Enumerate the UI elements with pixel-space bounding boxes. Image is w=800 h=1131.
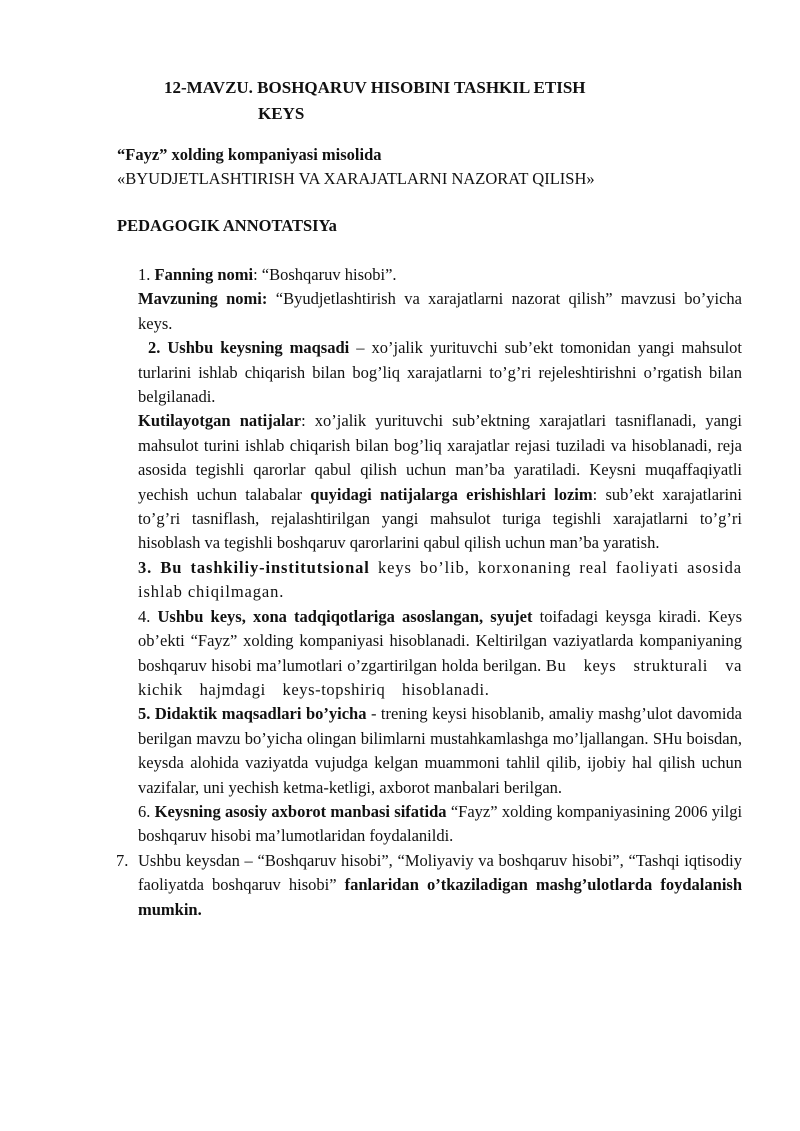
annotation-body [116,263,743,922]
item-2b-label: Kutilayotgan natijalar [138,411,302,431]
item-1-label: Fanning nomi [154,265,254,284]
item-5-text: - trening keysi hisoblanib, amaliy mashg’ulot davomida berilgan mavzu bo’yicha olingan bilimlarni mustahkamlashga mo’ljallangan. SHu boisdan, keysda alohida vaziyatda vujudga kelgan muammoni tahlil qilib, ijobiy hal qilish uchun vazifalar, uni yechish ketma-ketligi, axborot manbalari berilgan. [138,704,743,797]
item-3-label: 3. Bu tashkiliy-institutsional [138,557,370,577]
item-4-text: toifadagi keysga kiradi. Keys ob’ekti “Fayz” xolding kompaniyasi hisoblanadi. Keltirilgan vaziyatlarda kompaniyaning boshqaruv hisobi ma’lumotlari o’zgartirilgan holda berilgan. [138,606,743,675]
item-2-label: 2. Ushbu keysning maqsadi [148,338,350,358]
item-1-number: 1. [138,265,151,284]
item-3-text: keys bo’lib, korxonaning real faoliyati asosida ishlab chiqilmagan. [138,557,742,602]
item-1b-label: Mavzuning nomi: [138,289,268,309]
paragraph-2 [138,336,742,409]
paragraph-6 [138,800,742,849]
paragraph-2b [138,409,742,555]
title-line-2: KEYS [258,104,305,123]
paragraph-1 [138,263,742,287]
paragraph-7 [116,849,742,922]
subtitle-company: “Fayz” xolding kompaniyasi misolida [117,145,382,164]
item-6-text: “Fayz” xolding kompaniyasining 2006 yilgi boshqaruv hisobi ma’lumotlaridan foydalanildi. [138,801,743,846]
item-2b-text-2: : sub’ekt xarajatlarini to’g’ri tasniflash, rejalashtirilgan yangi mahsulot turiga tegishli xarajatlarni to’g’ri hisoblash va tegishli boshqaruv qarorlarini qabul qilish uchun man’ba yaratish. [138,484,742,553]
item-4-number: 4. [138,606,151,626]
item-1-text: : “Boshqaruv hisobi”. [253,265,397,284]
title-line-1: 12-MAVZU. BOSHQARUV HISOBINI TASHKIL ETISH [164,78,586,97]
item-7-number: 7. [116,850,129,870]
item-7-bold: fanlaridan o’tkaziladigan mashg’ulotlarda foydalanish mumkin. [138,875,742,919]
item-2b-text: : xo’jalik yurituvchi sub’ektning xarajatlari tasniflanadi, yangi mahsulot turini ishlab chiqarish bilan bog’liq xarajatlar rejasi tuziladi va hisoblanadi, reja asosida tegishli qarorlar qabul qilish uchun man’ba yaratiladi. Keysni muqaffaqiyatli yechish uchun talabalar [138,411,742,504]
item-2b-bold: quyidagi natijalarga erishishlari lozim [310,484,593,504]
item-2-text: – xo’jalik yurituvchi sub’ekt tomonidan yangi mahsulot turlarini ishlab chiqarish bilan bog’liq xarajatlarni to’g’ri rejeleshtirishni o’rgatish bilan belgilanadi. [138,338,742,407]
item-1b-text: “Byudjetlashtirish va xarajatlarni nazorat qilish” mavzusi bo’yicha keys. [138,289,742,333]
item-6-label: Keysning asosiy axborot manbasi sifatida [154,801,447,821]
item-4-label: Ushbu keys, xona tadqiqotlariga asoslangan, syujet [157,606,533,626]
paragraph-1b [138,287,742,336]
annotation-heading: PEDAGOGIK ANNOTATSIYa [117,216,337,235]
item-6-number: 6. [138,801,151,821]
document-subtitle [117,143,757,191]
item-4-text-2: Bu keys strukturali va kichik hajmdagi keys-topshiriq hisoblanadi. [138,655,742,699]
item-5-label: 5. Didaktik maqsadlari bo’yicha [138,704,367,724]
subtitle-topic: «BYUDJETLASHTIRISH VA XARAJATLARNI NAZORAT QILISH» [117,169,595,188]
paragraph-4 [138,605,742,703]
item-7-text: Ushbu keysdan – “Boshqaruv hisobi”, “Moliyaviy va boshqaruv hisobi”, “Tashqi iqtisodiy faoliyatda boshqaruv hisobi” [138,850,742,895]
paragraph-3 [138,556,742,605]
paragraph-5 [138,702,742,800]
